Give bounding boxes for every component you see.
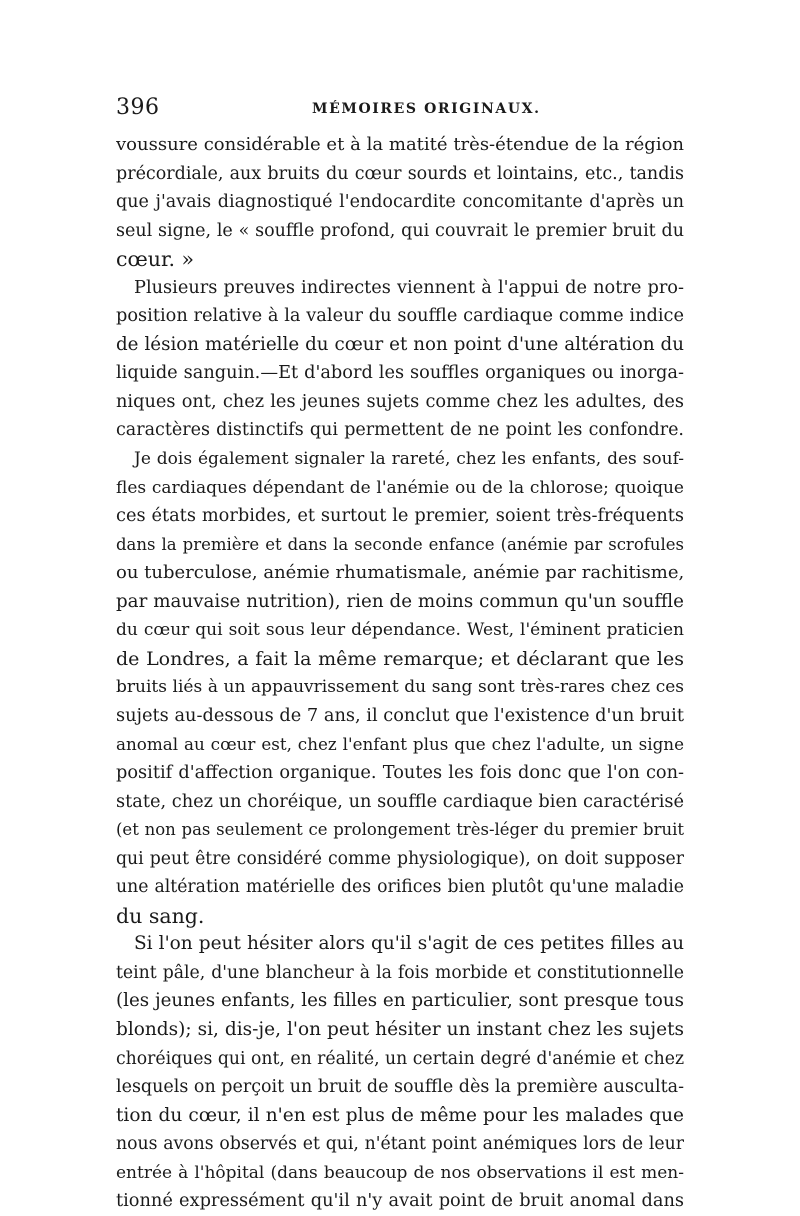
text-line: cœur. » (116, 247, 195, 272)
text-line: Je dois également signaler la rareté, chez les enfants, des souf- (134, 449, 684, 470)
text-line: sujets au-dessous de 7 ans, il conclut que l'existence d'un bruit (116, 705, 684, 726)
text-line: lesquels on perçoit un bruit de souffle dès la première ausculta- (116, 1077, 684, 1098)
text-line: niques ont, chez les jeunes sujets comme chez les adultes, des (116, 391, 684, 412)
text-line: Si l'on peut hésiter alors qu'il s'agit de ces petites filles au (134, 933, 684, 955)
text-line: que j'avais diagnostiqué l'endocardite concomitante d'après un (116, 192, 684, 213)
text-line: qui peut être considéré comme physiologique), on doit supposer (116, 848, 684, 869)
text-line: bruits liés à un appauvrissement du sang sont très-rares chez ces (116, 677, 684, 698)
text-line: liquide sanguin.—Et d'abord les souffles organiques ou inorga- (116, 363, 684, 384)
text-line: du cœur qui soit sous leur dépendance. West, l'éminent praticien (116, 620, 684, 641)
text-line: state, chez un choréique, un souffle cardiaque bien caractérisé (116, 791, 684, 812)
text-line: voussure considérable et à la matité très-étendue de la région (116, 134, 684, 155)
running-head: MÉMOIRES ORIGINAUX. (312, 101, 541, 117)
text-line: nous avons observés et qui, n'étant point anémiques lors de leur (116, 1134, 684, 1155)
text-line: ces états morbides, et surtout le premier, soient très-fréquents (116, 506, 684, 527)
text-line: tion du cœur, il n'en est plus de même pour les malades que (116, 1104, 684, 1126)
text-line: du sang. (116, 903, 205, 928)
text-line: choréiques qui ont, en réalité, un certain degré d'anémie et chez (116, 1048, 684, 1069)
text-line: (et non pas seulement ce prolongement très-léger du premier bruit (116, 820, 684, 840)
text-line: positif d'affection organique. Toutes les fois donc que l'on con- (116, 763, 684, 784)
text-line: teint pâle, d'une blancheur à la fois morbide et constitutionnelle (116, 962, 684, 983)
text-line: entrée à l'hôpital (dans beaucoup de nos observations il est men- (116, 1162, 684, 1183)
text-line: une altération matérielle des orifices bien plutôt qu'une maladie (116, 877, 684, 898)
page-number: 396 (116, 95, 160, 120)
text-line: dans la première et dans la seconde enfance (anémie par scrofules (116, 534, 684, 554)
text-line: précordiale, aux bruits du cœur sourds et lointains, etc., tandis (116, 163, 684, 184)
text-line: position relative à la valeur du souffle cardiaque comme indice (116, 306, 684, 327)
text-line: blonds); si, dis-je, l'on peut hésiter un instant chez les sujets (116, 1018, 684, 1040)
text-line: de Londres, a fait la même remarque; et déclarant que les (116, 647, 684, 670)
text-line: fles cardiaques dépendant de l'anémie ou de la chlorose; quoique (116, 477, 684, 498)
text-line: ou tuberculose, anémie rhumatismale, anémie par rachitisme, (116, 562, 684, 584)
text-line: Plusieurs preuves indirectes viennent à l'appui de notre pro- (134, 277, 684, 298)
text-line: seul signe, le « souffle profond, qui couvrait le premier bruit du (116, 220, 684, 241)
text-line: par mauvaise nutrition), rien de moins commun qu'un souffle (116, 590, 684, 612)
text-line: (les jeunes enfants, les filles en particulier, sont presque tous (116, 990, 684, 1012)
text-line: anomal au cœur est, chez l'enfant plus que chez l'adulte, un signe (116, 734, 684, 755)
text-line: tionné expressément qu'il n'y avait point de bruit anomal dans (116, 1191, 684, 1212)
text-line: de lésion matérielle du cœur et non point d'une altération du (116, 333, 684, 355)
text-line: caractères distinctifs qui permettent de ne point les confondre. (116, 420, 684, 441)
body-text (116, 131, 684, 1216)
